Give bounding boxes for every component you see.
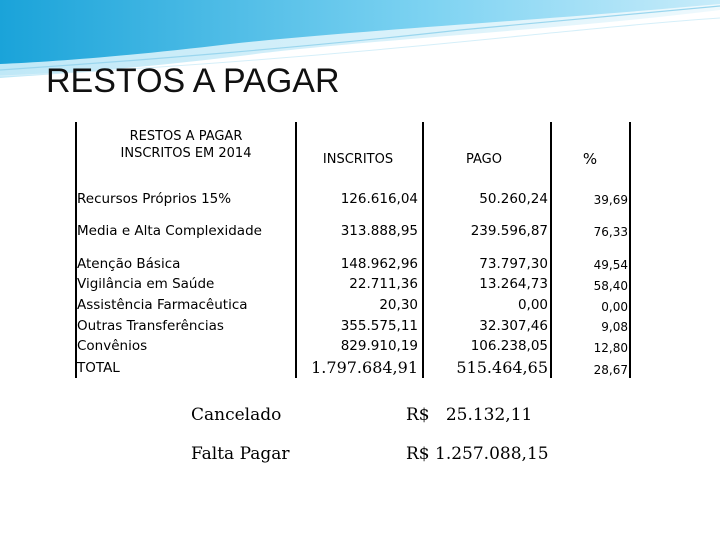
row-pago-atencao-basica: 73.797,30 (479, 256, 548, 272)
row-inscritos-recursos-proprios: 126.616,04 (340, 191, 418, 207)
cancelado-label: Cancelado (191, 405, 282, 425)
falta-pagar-label: Falta Pagar (191, 444, 290, 464)
table-border-right (629, 122, 631, 378)
row-pct-total: 28,67 (593, 363, 628, 377)
row-inscritos-media-alta: 313.888,95 (340, 223, 418, 239)
row-pct-recursos-proprios: 39,69 (593, 193, 628, 207)
table-divider-2 (422, 122, 424, 378)
page-title: RESTOS A PAGAR (46, 62, 340, 100)
row-inscritos-convenios: 829.910,19 (340, 338, 418, 354)
row-pct-outras: 9,08 (601, 320, 628, 334)
row-label-vigilancia: Vigilância em Saúde (77, 276, 215, 292)
row-pago-media-alta: 239.596,87 (470, 223, 548, 239)
row-pct-farmaceutica: 0,00 (601, 300, 628, 314)
row-label-convenios: Convênios (77, 338, 148, 354)
table-divider-1 (295, 122, 297, 378)
row-label-outras: Outras Transferências (77, 318, 224, 334)
row-label-recursos-proprios: Recursos Próprios 15% (77, 191, 232, 207)
falta-pagar-value: R$ 1.257.088,15 (406, 444, 549, 464)
row-label-atencao-basica: Atenção Básica (77, 256, 181, 272)
row-pct-vigilancia: 58,40 (593, 279, 628, 293)
row-label-total: TOTAL (77, 360, 120, 376)
header-pct: % (582, 150, 598, 168)
row-pct-media-alta: 76,33 (593, 225, 628, 239)
row-pago-convenios: 106.238,05 (470, 338, 548, 354)
row-inscritos-total: 1.797.684,91 (311, 358, 418, 377)
row-pago-farmaceutica: 0,00 (517, 297, 548, 313)
row-label-farmaceutica: Assistência Farmacêutica (77, 297, 248, 313)
header-line-1: RESTOS A PAGAR (129, 129, 243, 144)
row-pct-atencao-basica: 49,54 (593, 258, 628, 272)
row-pago-outras: 32.307,46 (479, 318, 548, 334)
row-inscritos-farmaceutica: 20,30 (379, 297, 418, 313)
row-pago-total: 515.464,65 (456, 358, 548, 377)
header-pago: PAGO (466, 152, 502, 167)
row-inscritos-outras: 355.575,11 (340, 318, 418, 334)
table-divider-3 (550, 122, 552, 378)
header-inscritos: INSCRITOS (322, 152, 394, 167)
header-line-2: INSCRITOS EM 2014 (120, 146, 252, 161)
header-restos-inscritos (78, 128, 294, 162)
row-pago-vigilancia: 13.264,73 (479, 276, 548, 292)
row-inscritos-atencao-basica: 148.962,96 (340, 256, 418, 272)
cancelado-value: R$ 25.132,11 (406, 405, 533, 425)
row-label-media-alta: Media e Alta Complexidade (77, 223, 262, 239)
row-inscritos-vigilancia: 22.711,36 (349, 276, 418, 292)
row-pct-convenios: 12,80 (593, 341, 628, 355)
row-pago-recursos-proprios: 50.260,24 (479, 191, 548, 207)
